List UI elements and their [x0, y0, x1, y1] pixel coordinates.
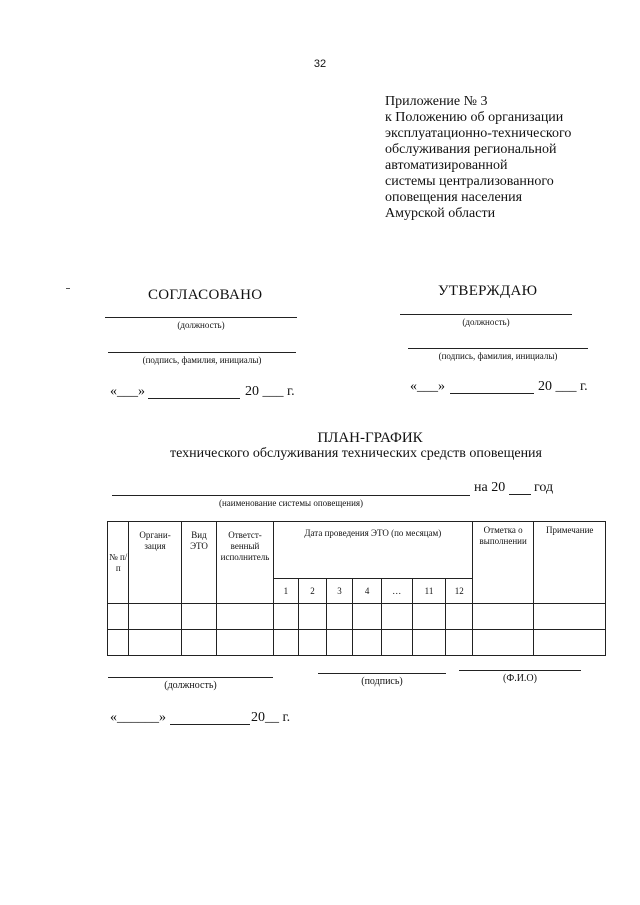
header-dates: Дата проведения ЭТО (по месяцам): [273, 522, 472, 579]
month-cell: 4: [353, 579, 382, 604]
agreed-signature-caption: (подпись, фамилия, инициалы): [142, 355, 262, 365]
approved-signature-caption: (подпись, фамилия, инициалы): [438, 351, 558, 361]
footer-name-caption: (Ф.И.О): [502, 673, 537, 684]
system-name-line: [112, 495, 470, 496]
footer-signature-line: [318, 673, 446, 674]
table-row: [108, 630, 606, 656]
appendix-line: к Положению об организации: [385, 110, 564, 125]
approved-date-day: «___»: [410, 379, 445, 394]
table-header-row: [108, 522, 606, 579]
footer-position-line: [108, 677, 273, 678]
footer-date-year: 20__ г.: [251, 710, 291, 725]
footer-position-caption: (должность): [164, 680, 217, 691]
agreed-date-year: 20 ___ г.: [245, 384, 295, 399]
approved-position-line: [400, 314, 572, 315]
appendix-line: обслуживания региональной: [385, 142, 557, 157]
month-cell: 3: [326, 579, 353, 604]
plan-subtitle: технического обслуживания технических средств оповещения: [169, 446, 542, 461]
appendix-line: Амурской области: [385, 206, 496, 221]
table-row: [108, 604, 606, 630]
header-responsible: Ответст-венный исполнитель: [217, 522, 273, 604]
month-cell: 12: [446, 579, 473, 604]
appendix-line: Приложение № 3: [385, 94, 488, 109]
approved-date-month-line: [450, 393, 534, 394]
footer-signature-caption: (подпись): [361, 676, 403, 687]
agreed-date-month-line: [148, 398, 240, 399]
system-name-caption: (наименование системы оповещения): [218, 498, 364, 508]
agreed-signature-line: [108, 352, 296, 353]
month-cell: …: [381, 579, 412, 604]
plan-year-blank: [509, 494, 531, 495]
plan-year-prefix: на 20: [474, 480, 506, 495]
appendix-block: [385, 94, 625, 222]
plan-title: ПЛАН-ГРАФИК: [317, 430, 423, 446]
approved-heading: УТВЕРЖДАЮ: [438, 283, 538, 299]
approved-position-caption: (должность): [462, 317, 510, 327]
agreed-date-day: «___»: [110, 384, 145, 399]
appendix-line: системы централизованного: [385, 174, 554, 189]
header-mark: Отметка о выполнении: [473, 522, 534, 604]
header-note: Примечание: [534, 522, 606, 604]
footer-date-month-line: [170, 724, 250, 725]
approved-date-year: 20 ___ г.: [538, 379, 588, 394]
plan-year-suffix: год: [534, 480, 554, 495]
header-type: Вид ЭТО: [181, 522, 217, 604]
schedule-table: [107, 521, 606, 656]
agreed-position-line: [105, 317, 297, 318]
header-org: Органи-зация: [129, 522, 181, 604]
header-num: № п/п: [108, 522, 129, 604]
footer-date-day: «______»: [110, 710, 166, 725]
approved-signature-line: [408, 348, 588, 349]
month-cell: 2: [299, 579, 327, 604]
appendix-line: оповещения населения: [385, 190, 523, 205]
agreed-heading: СОГЛАСОВАНО: [148, 287, 263, 303]
footer-name-line: [459, 670, 581, 671]
margin-mark: [66, 288, 70, 289]
agreed-position-caption: (должность): [177, 320, 225, 330]
month-cell: 1: [273, 579, 299, 604]
page-number: 32: [313, 58, 327, 70]
appendix-line: автоматизированной: [385, 158, 508, 173]
appendix-line: эксплуатационно-технического: [385, 126, 572, 141]
month-cell: 11: [412, 579, 446, 604]
